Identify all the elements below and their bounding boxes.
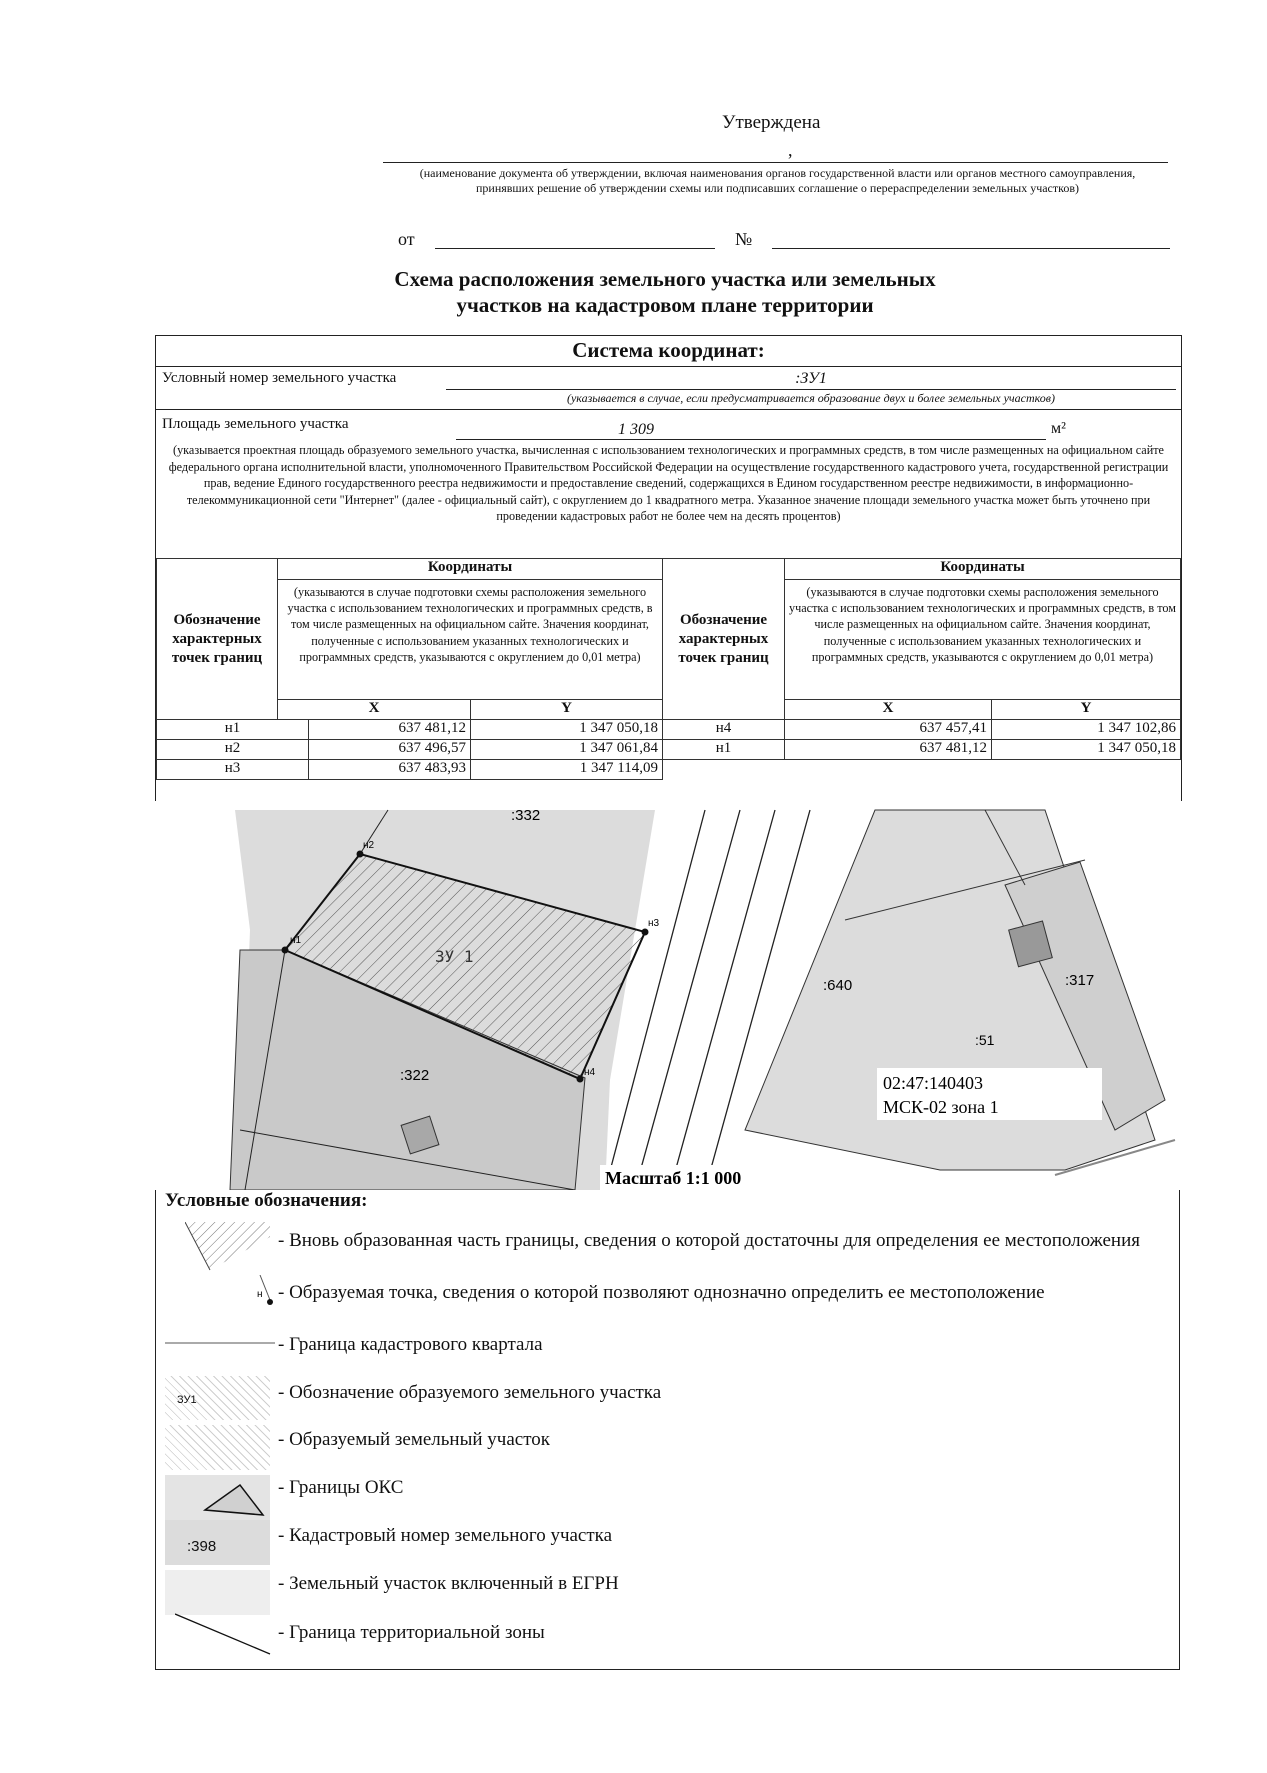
coords-note-left: (указываются в случае подготовки схемы расположения земельного участка с использованием технологических и программных средств, в том числе размещенных на официальном сайте. Значения координат, полученные с использованием указанных технологических и программных средств, указываются с округлением до 0,01 метра) xyxy=(277,579,663,700)
label-332: :332 xyxy=(511,807,541,824)
approval-note: (наименование документа об утверждении, включая наименования органов государственной власти или органов местного самоуправления, принявших решение об утверждении схемы или подписавших соглашение о перераспределении земельных участков) xyxy=(419,166,1136,195)
legend-item-new-boundary: - Вновь образованная часть границы, сведения о которой достаточны для определения ее местоположения xyxy=(278,1230,1141,1251)
area-note: (указывается проектная площадь образуемого земельного участка, вычисленная с использованием технологических и программных средств, в том числе размещенных на официальном сайте федерального органа исполнительной власти, уполномоченного Правительством Российской Федерации на осуществление государственного кадастрового учета, государственной регистрации прав, ведение Единого государственного реестра недвижимости и предоставление сведений, содержащихся в Едином государственном реестре недвижимости, в информационно-телекоммуникационной сети "Интернет" (далее - официальный сайт), с округлением до 1 квадратного метра. Указанное значение площади земельного участка может быть уточнено при проведении кадастровых работ не более чем на десять процентов) xyxy=(168,443,1169,523)
approval-document-line xyxy=(383,162,1168,163)
points-header-left xyxy=(156,558,278,720)
table-row-left-1-point: н1 xyxy=(156,719,309,740)
page-title-line1: Схема расположения земельного участка или земельных xyxy=(394,267,936,291)
point-n3 xyxy=(642,929,649,936)
legend-item-zu-designation: - Обозначение образуемого земельного участка xyxy=(278,1382,662,1403)
coords-note-right: (указываются в случае подготовки схемы расположения земельного участка с использованием технологических и программных средств, в том числе размещенных на официальном сайте. Значения координат, полученные с использованием указанных технологических и программных средств, указываются с округлением до 0,01 метра) xyxy=(784,579,1181,700)
y-header-left: Y xyxy=(470,699,663,720)
label-322: :322 xyxy=(400,1067,430,1084)
page-title-line2: участков на кадастровом плане территории xyxy=(456,293,874,317)
legend-item-quarter-boundary: - Граница кадастрового квартала xyxy=(278,1334,543,1355)
point-n4 xyxy=(577,1076,584,1083)
table-row-left-2-y: 1 347 061,84 xyxy=(470,739,663,760)
table-row-right-1-y: 1 347 102,86 xyxy=(991,719,1181,740)
coords-header-left: Координаты xyxy=(277,558,663,580)
cadastral-map xyxy=(155,800,1180,1190)
label-640: :640 xyxy=(823,977,853,994)
table-row-left-3-x: 637 483,93 xyxy=(308,759,471,780)
table-row-left-3-point: н3 xyxy=(156,759,309,780)
table-row-right-2-x: 637 481,12 xyxy=(784,739,992,760)
points-header-right-text: Обозначение характерных точек границ xyxy=(678,611,769,666)
area-unit: м² xyxy=(1051,420,1066,437)
point-label-n2: н2 xyxy=(363,840,375,851)
points-header-left-text: Обозначение характерных точек границ xyxy=(171,611,263,666)
label-51: :51 xyxy=(975,1032,995,1048)
plot-number-label: Условный номер земельного участка xyxy=(162,370,397,386)
legend-item-egrn-plot: - Земельный участок включенный в ЕГРН xyxy=(278,1573,619,1594)
coords-header-right: Координаты xyxy=(784,558,1181,580)
x-header-right: X xyxy=(784,699,992,720)
divider xyxy=(156,366,1181,367)
x-header-left: X xyxy=(277,699,471,720)
approval-title: Утверждена xyxy=(722,112,821,133)
approval-number-label: № xyxy=(735,229,753,249)
road-line xyxy=(635,810,740,1190)
approval-number-line xyxy=(772,248,1170,249)
table-row-left-2-x: 637 496,57 xyxy=(308,739,471,760)
point-label-n4: н4 xyxy=(584,1067,596,1078)
legend-item-new-plot: - Образуемый земельный участок xyxy=(278,1429,550,1450)
page-title xyxy=(250,266,1080,318)
legend-item-oks: - Границы ОКС xyxy=(278,1477,404,1498)
point-label-n1: н1 xyxy=(290,935,302,946)
table-row-left-1-x: 637 481,12 xyxy=(308,719,471,740)
table-row-left-2-point: н2 xyxy=(156,739,309,760)
legend-item-new-point: - Образуемая точка, сведения о которой позволяют однозначно определить ее местоположение xyxy=(278,1282,1045,1303)
coordinates-grid xyxy=(156,558,1181,800)
approval-date-line xyxy=(435,248,715,249)
point-label-n3: н3 xyxy=(648,918,660,929)
y-header-right: Y xyxy=(991,699,1181,720)
legend-item-zone-boundary: - Граница территориальной зоны xyxy=(278,1622,545,1643)
points-header-right xyxy=(662,558,785,720)
plot-number-note: (указывается в случае, если предусматривается образование двух и более земельных участков) xyxy=(566,391,1056,405)
area-value: 1 309 xyxy=(618,421,654,438)
approval-from-label: от xyxy=(398,229,415,249)
label-zu1: ЗУ 1 xyxy=(435,947,474,966)
coordinate-zone: МСК-02 зона 1 xyxy=(883,1097,999,1117)
legend-zu-label: ЗУ1 xyxy=(177,1394,197,1406)
legend-title: Условные обозначения: xyxy=(165,1190,368,1211)
area-value-line xyxy=(456,439,1046,440)
legend-cad-label: :398 xyxy=(187,1538,217,1555)
area-label: Площадь земельного участка xyxy=(162,416,349,432)
table-row-right-2-point: н1 xyxy=(662,739,785,760)
coordinate-table xyxy=(155,335,1182,801)
legend-frame xyxy=(155,1190,1180,1670)
plot-number-line xyxy=(446,389,1176,390)
table-row-left-1-y: 1 347 050,18 xyxy=(470,719,663,740)
quarter-number: 02:47:140403 xyxy=(883,1073,984,1093)
approval-comma: , xyxy=(788,140,793,160)
table-row-right-1-point: н4 xyxy=(662,719,785,740)
table-row-left-3-y: 1 347 114,09 xyxy=(470,759,663,780)
map-scale: Масштаб 1:1 000 xyxy=(605,1168,742,1188)
point-n2 xyxy=(357,851,364,858)
plot-number-value: :ЗУ1 xyxy=(795,370,827,387)
legend-item-cadastral-number: - Кадастровый номер земельного участка xyxy=(278,1525,613,1546)
coord-system-label: Система координат: xyxy=(572,338,765,362)
table-row-right-1-x: 637 457,41 xyxy=(784,719,992,740)
divider xyxy=(156,409,1181,410)
legend-point-label: н xyxy=(257,1289,263,1300)
label-317: :317 xyxy=(1065,972,1095,989)
point-n1 xyxy=(282,947,289,954)
table-row-right-2-y: 1 347 050,18 xyxy=(991,739,1181,760)
